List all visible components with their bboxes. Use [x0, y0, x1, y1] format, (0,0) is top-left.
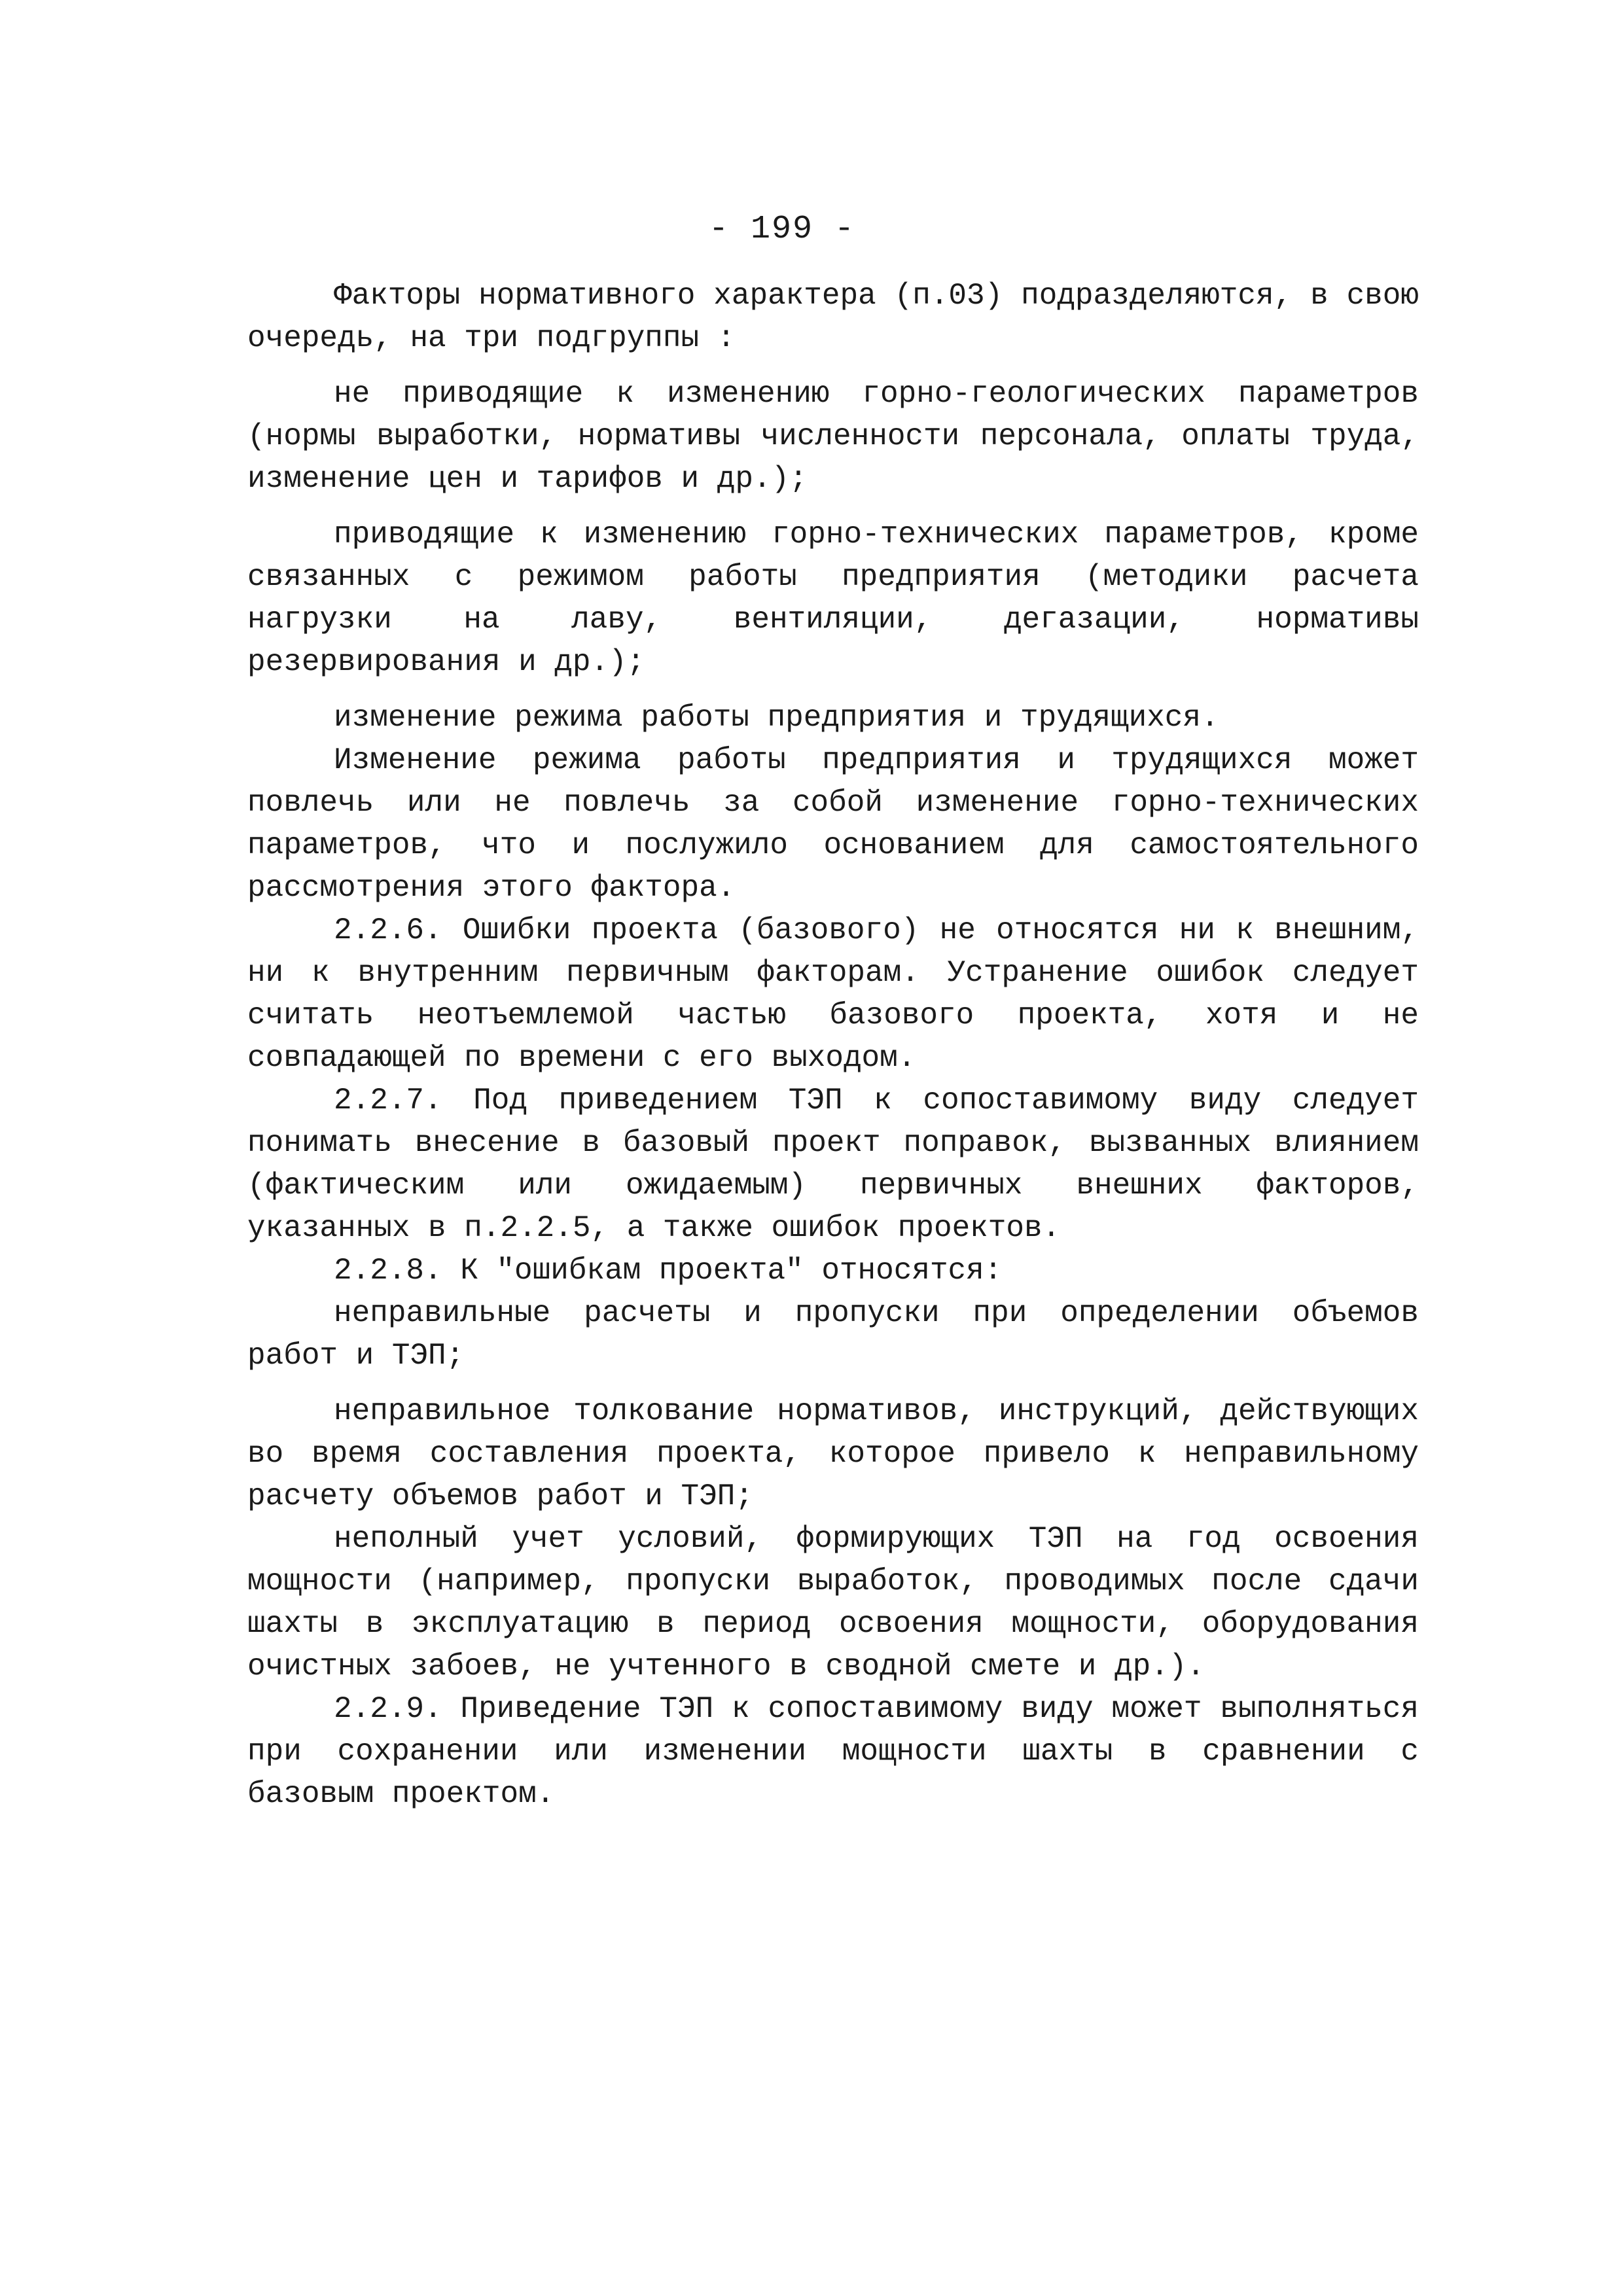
paragraph-2-2-7: 2.2.7. Под приведением ТЭП к сопоставимому виду следует понимать внесение в базовый проект поправок, вызванных влиянием (фактическим или ожидаемым) первичных внешних факторов, указанных в п.2.2.5, а также ошибок проектов. [247, 1084, 1419, 1245]
paragraph-2-2-9: 2.2.9. Приведение ТЭП к сопоставимому виду может выполняться при сохранении или изменении мощности шахты в сравнении с базовым проектом. [247, 1692, 1419, 1811]
paragraph-2-2-8: 2.2.8. К "ошибкам проекта" относятся: [334, 1254, 1003, 1288]
paragraph-error-item-1: неправильные расчеты и пропуски при определении объемов работ и ТЭП; [247, 1296, 1419, 1373]
paragraph-subgroup-3: изменение режима работы предприятия и трудящихся. [334, 701, 1219, 735]
paragraph-normative-factors: Факторы нормативного характера (п.03) подразделяются, в свою очередь, на три подгруппы : [247, 279, 1419, 355]
paragraph-error-item-3: неполный учет условий, формирующих ТЭП на год освоения мощности (например, пропуски выработок, проводимых после сдачи шахты в эксплуатацию в период освоения мощности, оборудования очистных забоев, не учтенного в сводной смете и др.). [247, 1522, 1419, 1684]
paragraph-error-item-2: неправильное толкование нормативов, инструкций, действующих во время составления проекта, которое привело к неправильному расчету объемов работ и ТЭП; [247, 1394, 1419, 1513]
paragraph-mode-change: Изменение режима работы предприятия и трудящихся может повлечь или не повлечь за собой изменение горно-технических параметров, что и послужило основанием для самостоятельного рассмотрения этого фактора. [247, 743, 1419, 905]
paragraph-subgroup-2: приводящие к изменению горно-технических параметров, кроме связанных с режимом работы предприятия (методики расчета нагрузки на лаву, вентиляции, дегазации, нормативы резервирования и др.); [247, 518, 1419, 679]
page-number: - 199 - [708, 211, 856, 248]
document-body [247, 275, 1419, 1816]
paragraph-2-2-6: 2.2.6. Ошибки проекта (базового) не относятся ни к внешним, ни к внутренним первичным факторам. Устранение ошибок следует считать неотъемлемой частью базового проекта, хотя и не совпадающей по времени с его выходом. [247, 913, 1419, 1075]
paragraph-subgroup-1: не приводящие к изменению горно-геологических параметров (нормы выработки, нормативы численности персонала, оплаты труда, изменение цен и тарифов и др.); [247, 377, 1419, 496]
